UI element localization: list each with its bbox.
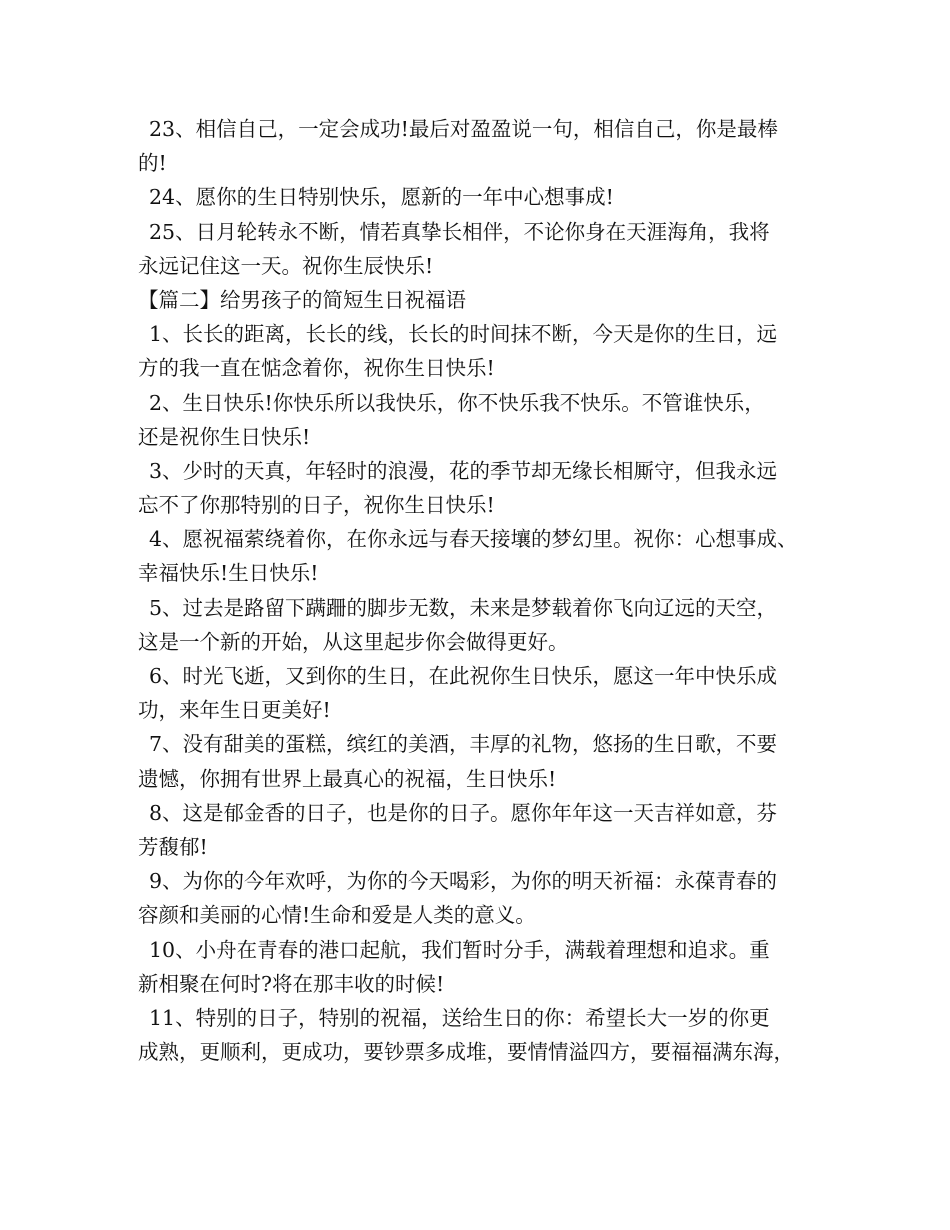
text-line: 9、为你的今年欢呼，为你的今天喝彩，为你的明天祈福：永葆青春的 [149, 869, 778, 894]
text-line: 新相聚在何时?将在那丰收的时候! [138, 971, 445, 996]
text-line: 10、小舟在青春的港口起航，我们暂时分手，满载着理想和追求。重 [149, 937, 770, 962]
text-line: 8、这是郁金香的日子，也是你的日子。愿你年年这一天吉祥如意，芬 [149, 800, 778, 825]
text-line: 幸福快乐!生日快乐! [138, 561, 319, 586]
text-line: 24、愿你的生日特别快乐，愿新的一年中心想事成! [149, 185, 614, 210]
text-line: 永远记住这一天。祝你生辰快乐! [138, 253, 434, 278]
text-line: 7、没有甜美的蛋糕，缤红的美酒，丰厚的礼物，悠扬的生日歌，不要 [149, 732, 778, 757]
text-line: 4、愿祝福萦绕着你，在你永远与春天接壤的梦幻里。祝你：心想事成、 [149, 527, 798, 552]
text-line: 2、生日快乐!你快乐所以我快乐，你不快乐我不快乐。不管谁快乐， [149, 390, 765, 415]
text-line: 成熟，更顺利，更成功，要钞票多成堆，要情情溢四方，要福福满东海， [138, 1040, 794, 1065]
text-line: 还是祝你生日快乐! [138, 424, 311, 449]
section-heading: 【篇二】给男孩子的简短生日祝福语 [138, 287, 466, 312]
text-line: 25、日月轮转永不断，情若真挚长相伴，不论你身在天涯海角，我将 [149, 219, 770, 244]
text-line: 11、特别的日子，特别的祝福，送给生日的你：希望长大一岁的你更 [149, 1005, 770, 1030]
text-line: 的! [138, 151, 167, 176]
text-line: 1、长长的距离，长长的线，长长的时间抹不断，今天是你的生日，远 [149, 322, 778, 347]
text-line: 3、少时的天真，年轻时的浪漫，花的季节却无缘长相厮守，但我永远 [149, 458, 778, 483]
text-line: 这是一个新的开始，从这里起步你会做得更好。 [138, 629, 569, 654]
document-page [138, 112, 828, 1069]
text-line: 芳馥郁! [138, 834, 208, 859]
text-line: 23、相信自己，一定会成功!最后对盈盈说一句，相信自己，你是最棒 [149, 117, 778, 141]
text-line: 6、时光飞逝，又到你的生日，在此祝你生日快乐，愿这一年中快乐成 [149, 664, 778, 688]
text-line: 忘不了你那特别的日子，祝你生日快乐! [138, 493, 495, 518]
text-line: 容颜和美丽的心情!生命和爱是人类的意义。 [138, 903, 536, 928]
text-line: 方的我一直在惦念着你，祝你生日快乐! [138, 356, 495, 381]
text-line: 遗憾，你拥有世界上最真心的祝福，生日快乐! [138, 766, 557, 791]
text-line: 功，来年生日更美好! [138, 698, 331, 723]
text-line: 5、过去是路留下蹒跚的脚步无数，未来是梦载着你飞向辽远的天空， [149, 595, 778, 620]
